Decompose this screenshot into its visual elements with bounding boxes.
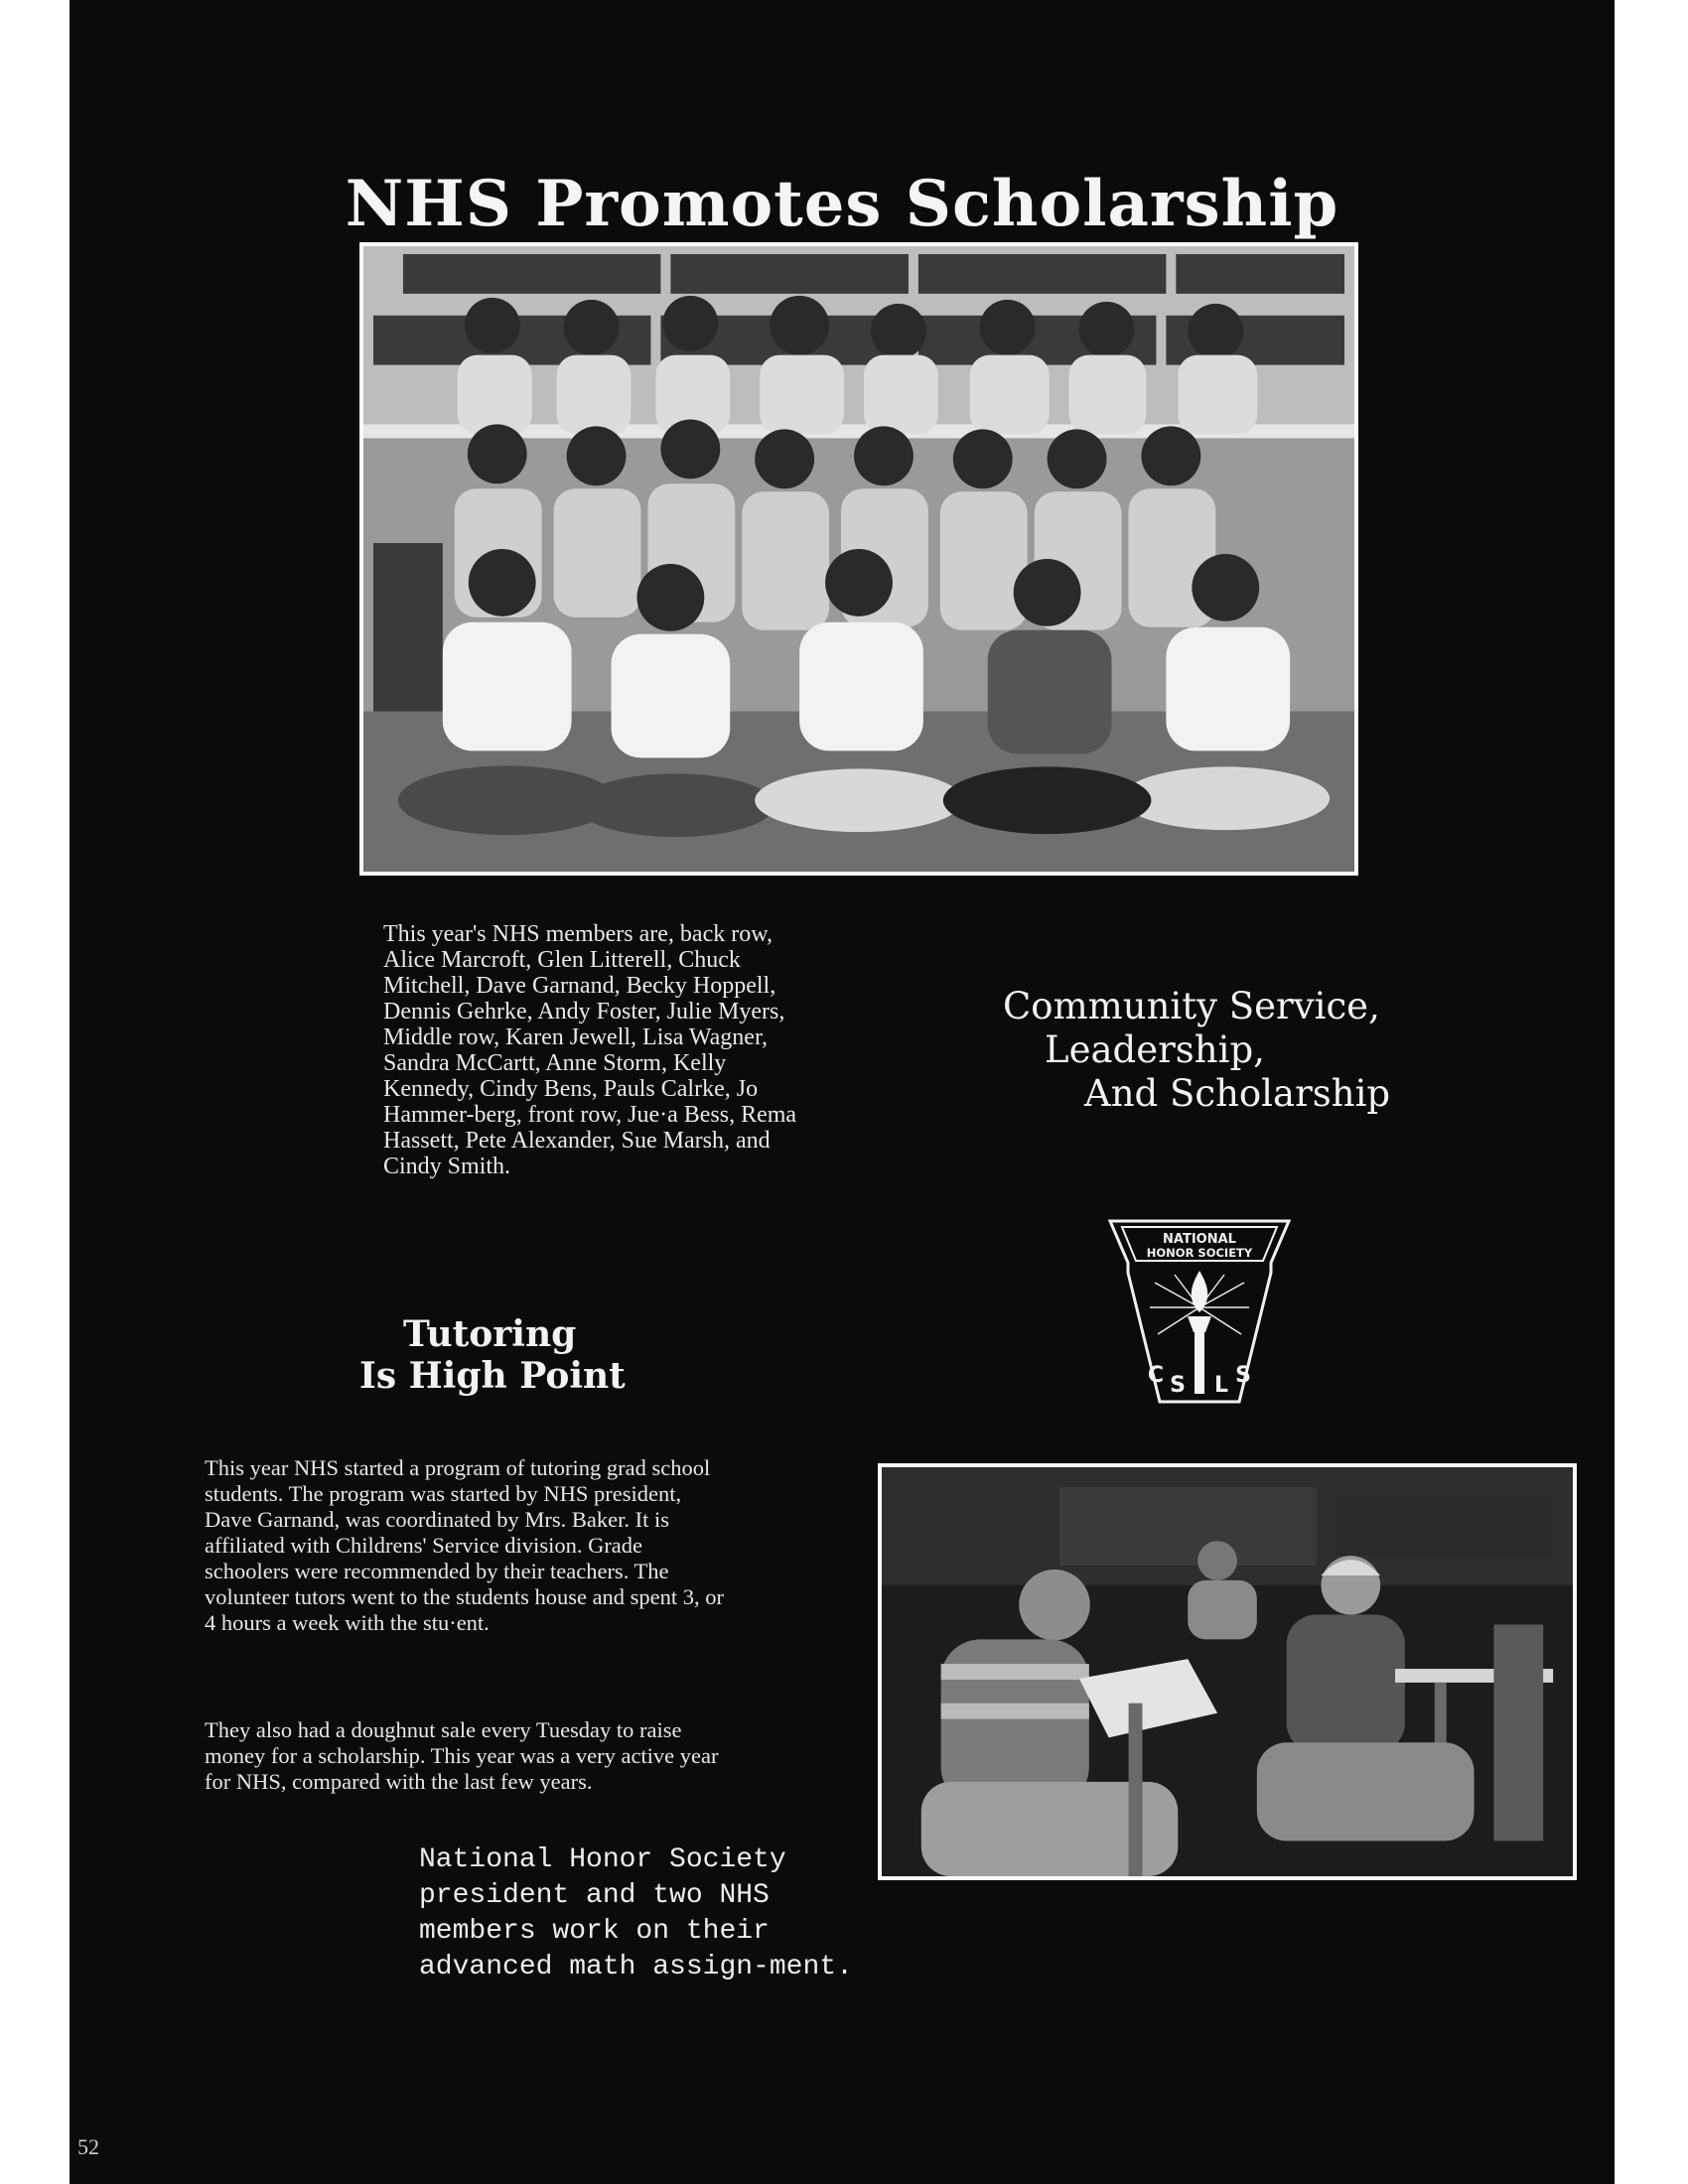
motto-line-2: Leadership, xyxy=(1045,1028,1265,1071)
page-number: 52 xyxy=(77,2134,99,2159)
group-photo-caption: This year's NHS members are, back row, Alice Marcroft, Glen Litterell, Chuck Mitchell, Dave Garnand, Becky Hoppell, Dennis Gehrke, Andy Foster, Julie Myers, Middle row, Karen Jewell, Lisa Wagner, Sandra McCartt, Anne Storm, Kelly Kennedy, Cindy Bens, Pauls Calrke, Jo Hammer-berg, front row, Jue·a Bess, Rema Hassett, Pete Alexander, Sue Marsh, and Cindy Smith. xyxy=(383,921,797,1179)
tutoring-title-line-2: Is High Point xyxy=(359,1355,626,1397)
motto-line-3: And Scholarship xyxy=(1084,1072,1391,1115)
emblem-line-1: NATIONAL xyxy=(1163,1232,1236,1247)
group-photo-icon xyxy=(363,246,1354,872)
emblem-letter-c: C xyxy=(1147,1363,1165,1388)
tutoring-title-line-1: Tutoring xyxy=(403,1313,577,1355)
emblem-line-2: HONOR SOCIETY xyxy=(1146,1246,1253,1260)
tutoring-paragraph-2: They also had a doughnut sale every Tuesday to raise money for a scholarship. This year was a very active year for NHS, compared with the last few years. xyxy=(205,1717,719,1794)
emblem-letter-l: L xyxy=(1213,1373,1229,1398)
page-headline: NHS Promotes Scholarship xyxy=(345,167,1339,241)
emblem-letter-s1: S xyxy=(1170,1373,1186,1398)
motto-line-1: Community Service, xyxy=(1003,985,1380,1027)
nhs-torch-keystone-icon xyxy=(1100,1213,1299,1412)
tutoring-paragraph-1: This year NHS started a program of tutoring grad school students. The program was started by NHS president, Dave Garnand, was coordinated by Mrs. Baker. It is affiliated with Childrens' Service division. Grade schoolers were recommended by their teachers. The volunteer tutors went to the students house and spent 3, or 4 hours a week with the stu·ent. xyxy=(205,1455,725,1635)
emblem-letter-s2: S xyxy=(1235,1363,1251,1388)
group-photo xyxy=(359,242,1358,876)
classroom-photo-icon xyxy=(882,1467,1573,1876)
study-photo xyxy=(878,1463,1577,1880)
yearbook-page xyxy=(70,0,1615,2184)
study-photo-caption: National Honor Society president and two NHS members work on their advanced math assign-ment. xyxy=(419,1844,853,1982)
